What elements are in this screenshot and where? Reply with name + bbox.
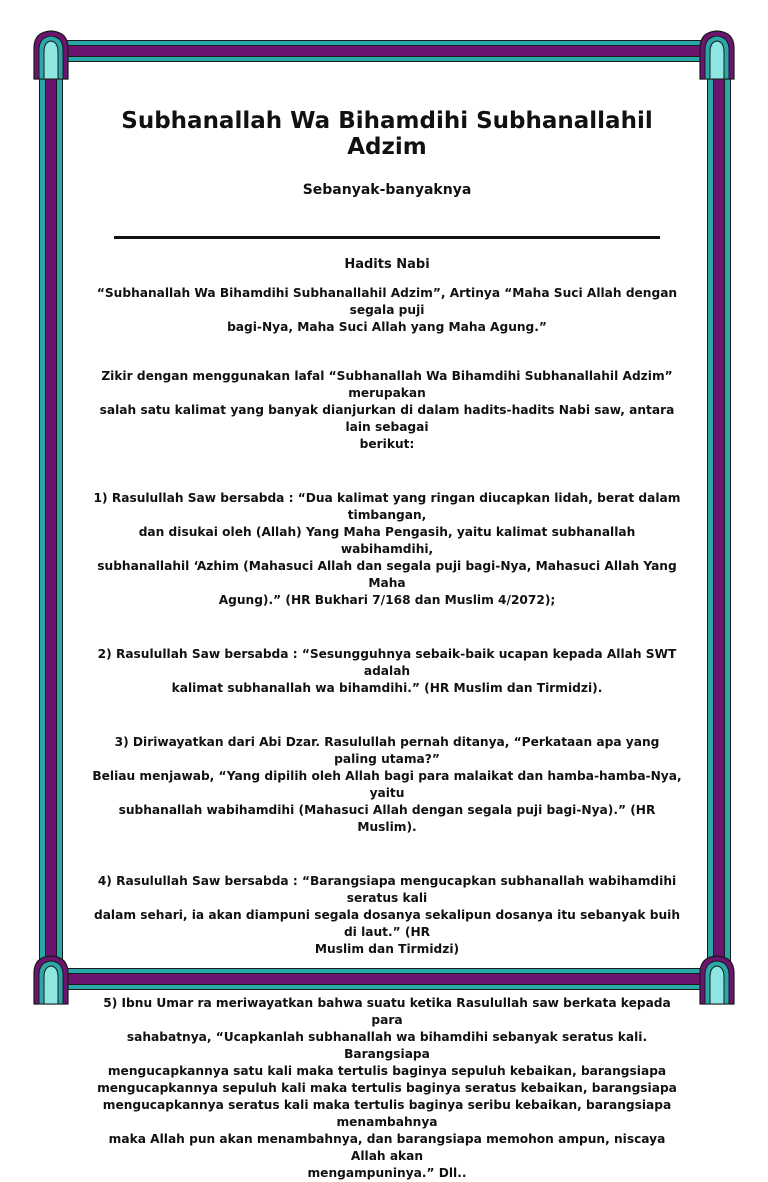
page-subtitle: Sebanyak-banyaknya [302,182,472,198]
document-body [92,96,682,1182]
border-right [707,58,731,968]
hadith-item-2: 2) Rasulullah Saw bersabda : “Sesungguhnya sebaik-baik ucapan kepada Allah SWT adalah kalimat subhanallah wa bihamdihi.” (HR Muslim dan Tirmidzi). [97,647,677,695]
paragraph-intro: “Subhanallah Wa Bihamdihi Subhanallahil Adzim”, Artinya “Maha Suci Allah dengan segala puji bagi-Nya, Maha Suci Allah yang Maha Agung.” [96,286,678,334]
arch-window-icon [33,30,69,80]
hadith-item-4: 4) Rasulullah Saw bersabda : “Barangsiapa mengucapkan subhanallah wabihamdihi seratus kali dalam sehari, ia akan diampuni segala dosanya sekalipun dosanya itu sebanyak buih di laut.” (HR Muslim dan Tirmidzi) [93,874,681,956]
section-title: Hadits Nabi [344,257,430,272]
border-top [58,40,710,62]
hadith-item-1: 1) Rasulullah Saw bersabda : “Dua kalimat yang ringan diucapkan lidah, berat dalam timbangan, dan disukai oleh (Allah) Yang Maha Pengasih, yaitu kalimat subhanallah wabihamdihi, subhanallahil ‘Azhim (Mahasuci Allah dan segala puji bagi-Nya, Mahasuci Allah Yang Maha Agung).” (HR Bukhari 7/168 dan Muslim 4/2072); [93,491,681,607]
divider [114,236,660,239]
arch-window-icon [699,30,735,80]
arch-window-icon [33,955,69,1005]
page-title: Subhanallah Wa Bihamdihi Subhanallahil Adzim [121,108,653,160]
border-left [39,58,63,968]
paragraph-zikir: Zikir dengan menggunakan lafal “Subhanallah Wa Bihamdihi Subhanallahil Adzim” merupakan salah satu kalimat yang banyak dianjurkan di dalam hadits-hadits Nabi saw, antara lain sebagai berikut: [99,369,675,451]
arch-window-icon [699,955,735,1005]
hadith-item-3: 3) Diriwayatkan dari Abi Dzar. Rasulullah pernah ditanya, “Perkataan apa yang paling utama?” Beliau menjawab, “Yang dipilih oleh Allah bagi para malaikat dan hamba-hamba-Nya, yaitu subhanallah wabihamdihi (Mahasuci Allah dengan segala puji bagi-Nya).” (HR Muslim). [92,735,682,834]
hadith-item-5: 5) Ibnu Umar ra meriwayatkan bahwa suatu ketika Rasulullah saw berkata kepada para sahabatnya, “Ucapkanlah subhanallah wa bihamdihi sebanyak seratus kali. Barangsiapa mengucapkannya satu kali maka tertulis baginya sepuluh kebaikan, barangsiapa mengucapkannya sepuluh kali maka tertulis baginya seratus kebaikan, barangsiapa mengucapkannya seratus kali maka tertulis baginya seribu kebaikan, barangsiapa menambahnya maka Allah pun akan menambahnya, dan barangsiapa memohon ampun, niscaya Allah akan mengampuninya.” Dll.. [97,996,677,1180]
